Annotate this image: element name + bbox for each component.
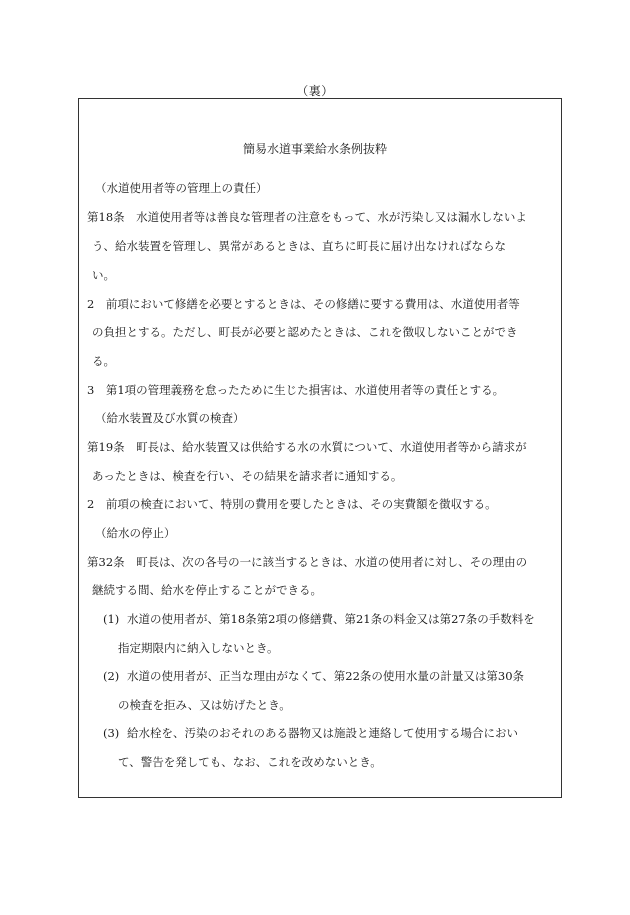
article-32-item-2-line-1 [103, 669, 524, 683]
document-title: 簡易水道事業給水条例抜粋 [242, 142, 387, 156]
item-number: (3) [103, 726, 120, 740]
article-18-line-3: い。 [92, 268, 115, 282]
page-side-label: （裏） [296, 84, 334, 98]
article-32-line-1: 第32条 町長は、次の各号の一に該当するときは、水道の使用者に対し、その理由の [87, 555, 528, 569]
article-18-para-2-line-2: の負担とする。ただし、町長が必要と認めたときは、これを徴収しないことができ [92, 325, 518, 339]
article-19-para-2: 2 前項の検査において、特別の費用を要したときは、その実費額を徴収する。 [87, 497, 497, 511]
article-19-line-1: 第19条 町長は、給水装置又は供給する水の水質について、水道使用者等から請求が [87, 440, 527, 454]
article-18-para-3: 3 第1項の管理義務を怠ったために生じた損害は、水道使用者等の責任とする。 [87, 383, 505, 397]
article-19-line-2: あったときは、検査を行い、その結果を請求者に通知する。 [92, 469, 403, 483]
article-32-item-1-line-2: 指定期限内に納入しないとき。 [118, 641, 279, 655]
article-32-item-3-line-1 [103, 726, 518, 740]
article-18-line-2: う、給水装置を管理し、異常があるときは、直ちに町長に届け出なければならな [92, 239, 506, 253]
section-heading-management: （水道使用者等の管理上の責任） [95, 181, 268, 195]
article-18-para-2-line-3: る。 [92, 354, 115, 368]
item-number: (2) [103, 669, 120, 683]
article-18-para-2-line-1: 2 前項において修繕を必要とするときは、その修繕に要する費用は、水道使用者等 [87, 297, 520, 311]
article-32-item-2-line-2: の検査を拒み、又は妨げたとき。 [118, 698, 291, 712]
item-text: 水道の使用者が、第18条第2項の修繕費、第21条の料金又は第27条の手数料を [127, 612, 535, 626]
item-text: 給水栓を、汚染のおそれのある器物又は施設と連絡して使用する場合におい [127, 726, 518, 740]
article-18-line-1: 第18条 水道使用者等は善良な管理者の注意をもって、水が汚染し又は漏水しないよ [87, 210, 527, 224]
item-number: (1) [103, 612, 120, 626]
section-heading-suspension: （給水の停止） [95, 526, 176, 540]
item-text: 水道の使用者が、正当な理由がなくて、第22条の使用水量の計量又は第30条 [127, 669, 525, 683]
article-32-line-2: 継続する間、給水を停止することができる。 [92, 583, 322, 597]
article-32-item-1-line-1 [103, 612, 535, 626]
article-32-item-3-line-2: て、警告を発しても、なお、これを改めないとき。 [118, 755, 382, 769]
section-heading-inspection: （給水装置及び水質の検査） [95, 411, 245, 425]
